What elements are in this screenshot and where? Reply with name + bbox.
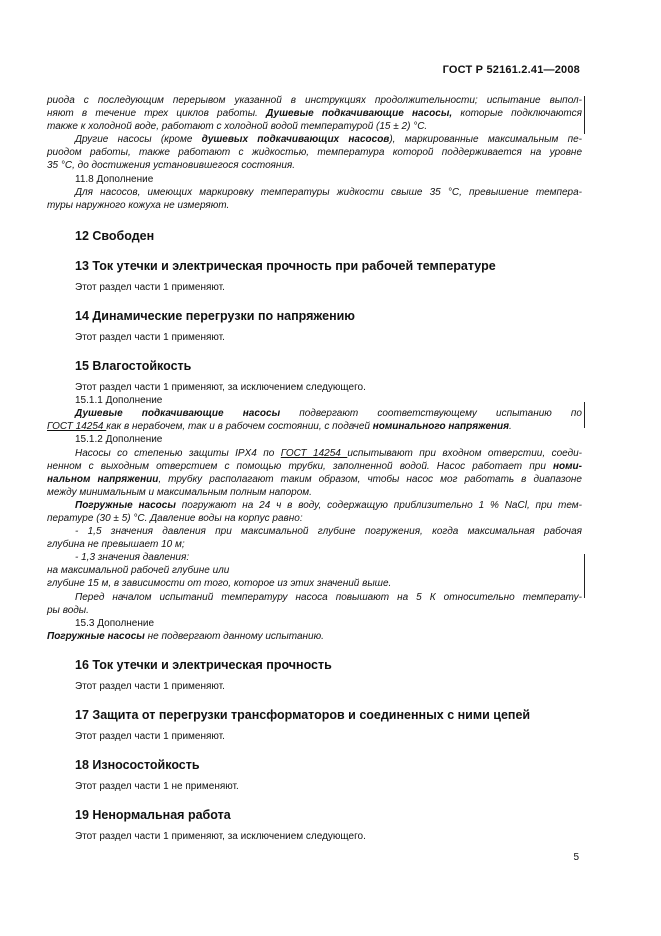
section-13-text: Этот раздел части 1 применяют.: [75, 281, 225, 293]
document-code: ГОСТ Р 52161.2.41—2008: [442, 64, 580, 76]
heading-section-19: 19 Ненормальная работа: [75, 808, 231, 823]
gost-14254-link[interactable]: ГОСТ 14254: [47, 421, 107, 433]
clause-15-1-1-text: Душевые подкачивающие насосы подвергают соответствующему испытанию по ГОСТ 14254 как в нерабочем, так и в рабочем состоянии, с подачей номинального напряжения.: [47, 408, 582, 433]
clause-15-3-text: Погружные насосы не подвергают данному испытанию.: [47, 630, 324, 642]
heading-section-12: 12 Свободен: [75, 228, 155, 243]
section-17-text: Этот раздел части 1 применяют.: [75, 731, 225, 742]
document-body: [47, 94, 582, 843]
heading-section-18: 18 Износостойкость: [75, 758, 200, 773]
section-16-text: Этот раздел части 1 применяют.: [75, 680, 225, 692]
revision-bar: [584, 402, 585, 428]
revision-bar: [584, 554, 585, 598]
page-number: 5: [573, 852, 579, 863]
revision-bar: [584, 96, 585, 134]
section-14-text: Этот раздел части 1 применяют.: [75, 331, 225, 343]
clause-11-8-text: Для насосов, имеющих маркировку температуры жидкости свыше 35 °С, превышение темпера- туры наружного кожуха не измеряют.: [47, 186, 582, 211]
section-19-text: Этот раздел части 1 применяют, за исключением следующего.: [75, 831, 366, 843]
clause-15-3-label: 15.3 Дополнение: [75, 617, 155, 629]
heading-section-15: 15 Влагостойкость: [75, 359, 192, 374]
clause-11-8-label: 11.8 Дополнение: [75, 173, 154, 185]
section-18-text: Этот раздел части 1 не применяют.: [75, 781, 239, 793]
heading-section-17: 17 Защита от перегрузки трансформаторов и соединенных с ними цепей: [75, 708, 531, 722]
heading-section-13: 13 Ток утечки и электрическая прочность при рабочей температуре: [75, 258, 496, 273]
clause-15-1-2-text: Насосы со степенью защиты IPX4 по ГОСТ 14254 испытывают при входном отверстии, соеди- ненном с выходным отверстием с помощью трубки, заполненной водой. Насос работает при номи- нальном напряжении, трубку располагают таким образом, чтобы насос мог работать в диапазоне между минимальным и максимальным полным напором. Погружные насосы погружают на 24 ч в воду, содержащую приблизительно 1 % NaCl, при тем- пературе (30 ± 5) °С. Давление воды на корпус равно: - 1,5 значения давления при максимальной глубине погружения, когда максимальная рабочая глубина не превышает 10 м; - 1,3 значения давления: на максимальной рабочей глубине или глубине 15 м, в зависимости от того, которое из этих значений выше. Перед началом испытаний температуру насоса повышают на 5 К относительно температу- ры воды.: [47, 447, 583, 616]
heading-section-14: 14 Динамические перегрузки по напряжению: [75, 308, 355, 323]
clause-15-1-2-label: 15.1.2 Дополнение: [75, 434, 163, 446]
gost-14254-link[interactable]: ГОСТ 14254: [280, 447, 348, 459]
clause-15-1-1-label: 15.1.1 Дополнение: [75, 395, 163, 407]
paragraph-other-pumps: Другие насосы (кроме душевых подкачивающих насосов), маркированные максимальным пе- риодом работы, также работают с жидкостью, температура которой поддерживается на уровне 35 °С, до достижения установившегося состояния.: [47, 134, 582, 172]
section-15-text: Этот раздел части 1 применяют, за исключением следующего.: [75, 382, 366, 394]
paragraph-cycles: риода с последующим перерывом указанной в инструкциях продолжительности; испытание выпол- няют в течение трех циклов работы. Душевые подкачивающие насосы, которые подключаются также к холодной воде, работают с холодной водой температурой (15 ± 2) °С.: [47, 95, 582, 133]
heading-section-16: 16 Ток утечки и электрическая прочность: [75, 657, 332, 672]
